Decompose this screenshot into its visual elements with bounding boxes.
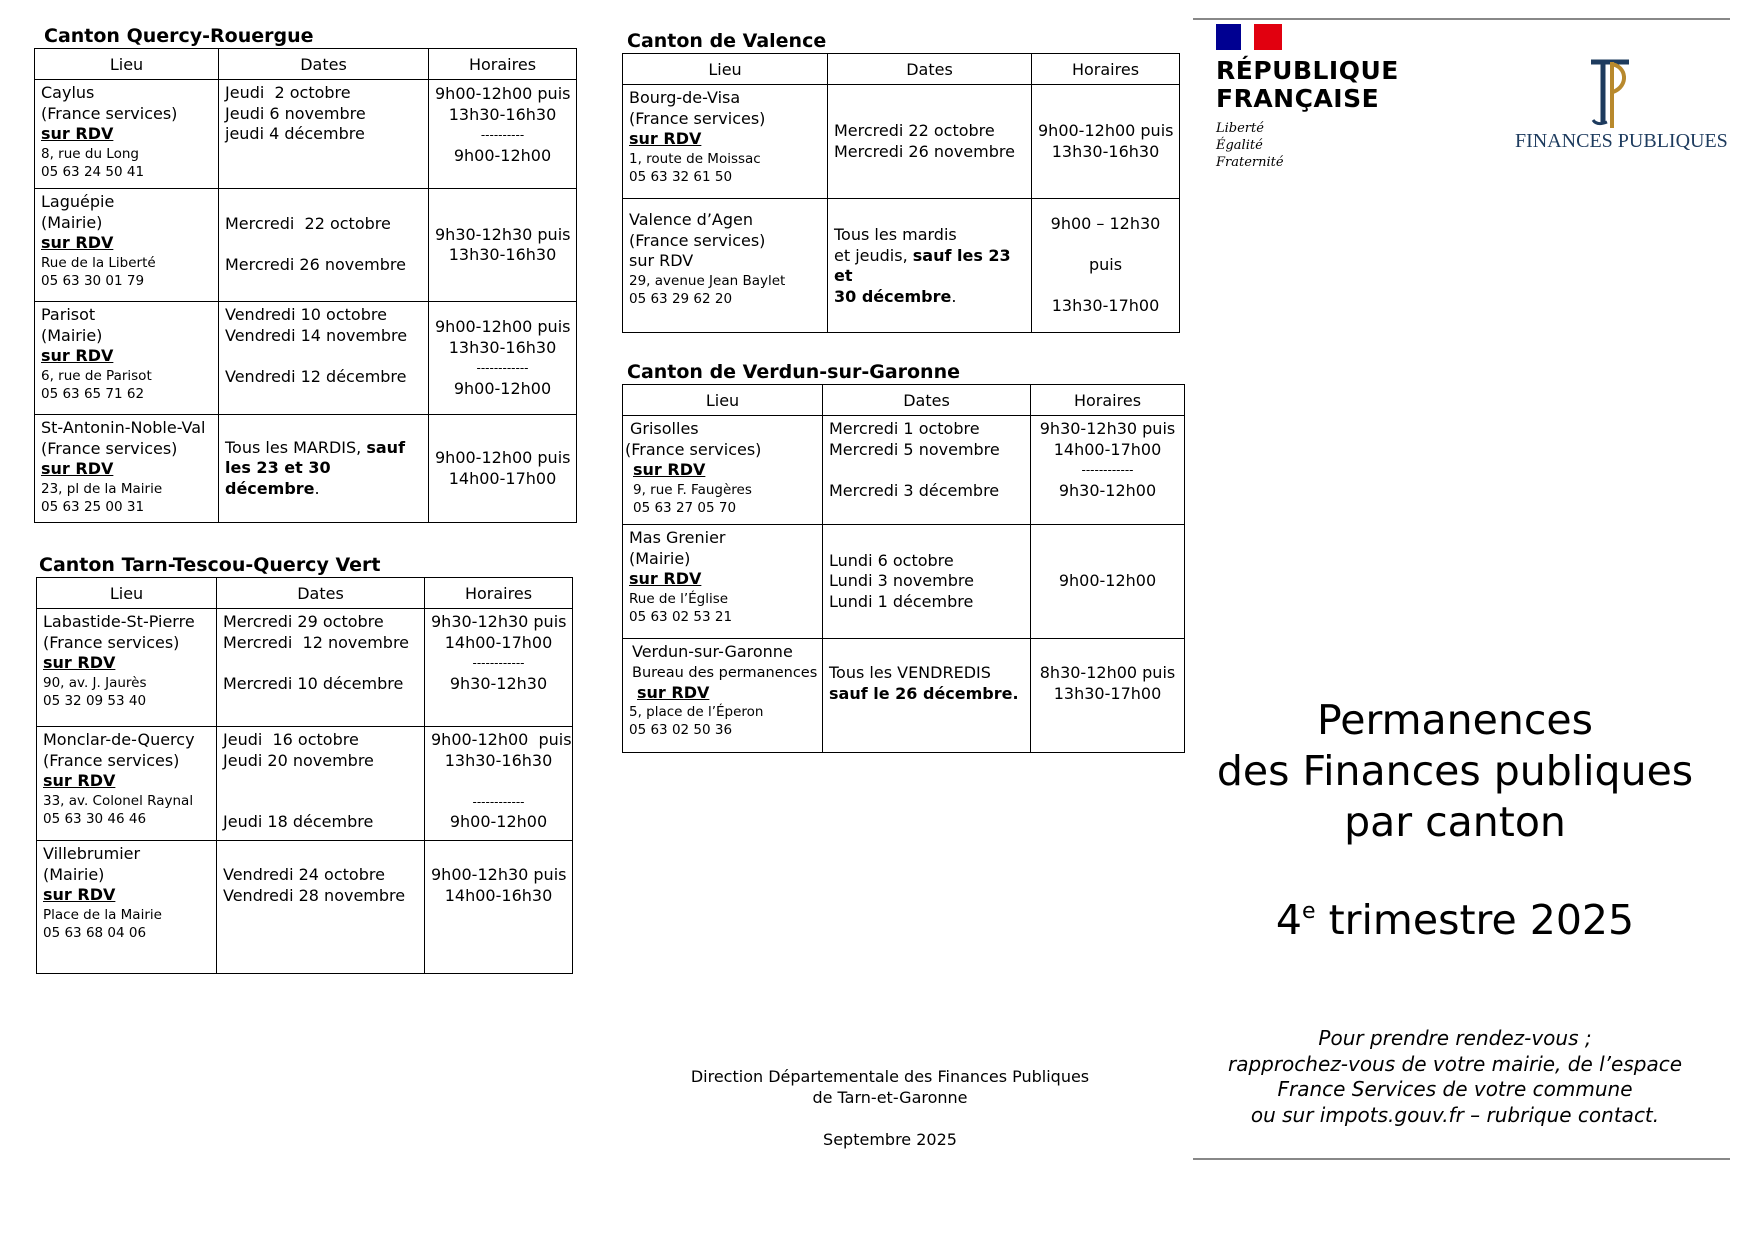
cover-trimester: 4e trimestre 2025: [1275, 896, 1635, 944]
hours-cell: [429, 415, 577, 523]
location-type: (Mairie): [41, 212, 103, 232]
footer: [690, 1066, 1090, 1150]
lieu-cell: [623, 416, 823, 525]
hours: 13h30-17h00: [1051, 296, 1160, 316]
canton-title: Canton de Verdun-sur-Garonne: [627, 361, 961, 383]
schedule-table: [36, 577, 573, 974]
phone: 05 63 30 01 79: [41, 272, 145, 289]
hours: 9h00-12h00 puis: [435, 448, 571, 467]
hours: 9h00-12h00 puis: [435, 84, 571, 103]
address: 33, av. Colonel Raynal: [43, 792, 194, 809]
address: Rue de la Liberté: [41, 254, 156, 271]
hours-cell: [429, 302, 577, 415]
hours: 9h00 – 12h30: [1050, 214, 1161, 234]
lieu-cell: [35, 415, 219, 523]
rdv-label: sur RDV: [629, 251, 694, 271]
rdv-label: sur RDV: [629, 129, 702, 148]
location-type: (France services): [629, 108, 766, 128]
date: Jeudi 20 novembre: [223, 750, 374, 770]
hours: 13h30-16h30: [448, 337, 557, 357]
date: Mercredi 10 décembre: [223, 673, 404, 693]
hours: 13h30-16h30: [448, 245, 557, 264]
rdv-label: sur RDV: [43, 653, 116, 672]
lieu-cell: [623, 199, 828, 333]
hours: 14h00-17h00: [448, 468, 557, 488]
date-text: Tous les mardis: [834, 225, 957, 244]
footer-date: Septembre 2025: [823, 1129, 957, 1149]
canton-quercy-rouergue: [34, 24, 577, 523]
hours-cell: [429, 80, 577, 189]
header-horaires: Horaires: [1032, 54, 1180, 85]
header-lieu: Lieu: [623, 385, 823, 416]
location-type: (France services): [41, 103, 178, 123]
dates-cell: [823, 639, 1031, 753]
hours: 13h30-16h30: [448, 104, 557, 124]
hours-cell: [1031, 639, 1185, 753]
location-name: Labastide-St-Pierre: [43, 612, 195, 631]
table-row: [35, 302, 577, 415]
date: Mercredi 26 novembre: [225, 255, 406, 275]
header-horaires: Horaires: [429, 49, 577, 80]
header-dates: Dates: [828, 54, 1032, 85]
bottom-rule: [1193, 1158, 1730, 1160]
hours: 9h00-12h00: [449, 812, 548, 831]
location-type: (France services): [43, 632, 180, 652]
date-text: Tous les VENDREDIS: [829, 663, 991, 682]
canton-verdun: [622, 360, 1185, 753]
date: Jeudi 18 décembre: [223, 812, 374, 831]
date-exception: sauf: [366, 437, 406, 457]
lieu-cell: [623, 525, 823, 639]
phone: 05 63 02 50 36: [629, 722, 733, 738]
location-name: Laguépie: [41, 192, 115, 211]
separator: ----------: [480, 128, 525, 142]
hours-cell: [429, 189, 577, 302]
location-name: Bourg-de-Visa: [629, 88, 741, 107]
rdv-label: sur RDV: [637, 682, 710, 702]
table-header: [35, 49, 577, 80]
schedule-table: [34, 48, 577, 523]
phone: 05 63 30 46 46: [43, 810, 147, 827]
location-name: Mas Grenier: [629, 528, 726, 547]
hours-cell: [425, 727, 573, 841]
date-text: Tous les MARDIS,: [225, 437, 367, 457]
location-name: Monclar-de-Quercy: [43, 730, 195, 749]
schedule-table: [622, 384, 1185, 753]
date: jeudi 4 décembre: [225, 124, 365, 143]
hours-cell: [1032, 85, 1180, 199]
location-type: (Mairie): [629, 548, 691, 568]
date-exception: les 23 et 30 décembre: [225, 458, 331, 498]
address: 6, rue de Parisot: [41, 367, 152, 384]
table-row: [37, 727, 573, 841]
hours: 14h00-17h00: [1053, 439, 1162, 459]
table-header: [37, 578, 573, 609]
header-lieu: Lieu: [35, 49, 219, 80]
date: Vendredi 28 novembre: [223, 885, 406, 905]
table-row: [623, 639, 1185, 753]
location-name: Valence d’Agen: [629, 210, 753, 230]
date-exception: 30 décembre: [834, 286, 952, 306]
date: Jeudi 16 octobre: [223, 730, 359, 749]
dates-cell: [219, 415, 429, 523]
phone: 05 32 09 53 40: [43, 692, 147, 709]
address: 9, rue F. Faugères: [633, 481, 752, 498]
location-type: (France services): [43, 750, 180, 770]
address: 29, avenue Jean Baylet: [629, 272, 786, 289]
hours-cell: [1031, 416, 1185, 525]
phone: 05 63 02 53 21: [629, 608, 733, 625]
location-name: Parisot: [41, 305, 96, 324]
schedule-table: [622, 53, 1180, 333]
hours: 13h30-16h30: [1051, 141, 1160, 161]
table-row: [37, 841, 573, 974]
rdv-label: sur RDV: [41, 124, 114, 143]
lieu-cell: [37, 727, 217, 841]
header-dates: Dates: [823, 385, 1031, 416]
table-row: [35, 415, 577, 523]
date: Mercredi 22 octobre: [225, 214, 391, 234]
dates-cell: [823, 416, 1031, 525]
canton-tarn-tescou: [36, 553, 573, 974]
hours-cell: [1032, 199, 1180, 333]
dates-cell: [823, 525, 1031, 639]
table-header: [623, 54, 1180, 85]
hours: 9h30-12h30 puis: [435, 224, 571, 244]
hours: 9h00-12h00 puis: [431, 730, 572, 749]
date: Lundi 1 décembre: [829, 591, 974, 611]
separator: ------------: [476, 361, 529, 375]
separator: ------------: [472, 794, 525, 809]
lieu-cell: [35, 80, 219, 189]
separator: ------------: [1081, 463, 1134, 477]
phone: 05 63 65 71 62: [41, 385, 145, 402]
location-sub: Bureau des permanences: [632, 664, 818, 681]
phone: 05 63 25 00 31: [41, 498, 145, 515]
finances-publiques-logo-icon: [1585, 56, 1635, 136]
location-type: (France services): [629, 230, 766, 250]
address: Rue de l’Église: [629, 590, 729, 607]
appointment-note: Pour prendre rendez-vous ; rapprochez-vous de votre mairie, de l’espace France Services de votre commune ou sur impots.gouv.fr – rubrique contact.: [1227, 1026, 1683, 1127]
table-row: [623, 525, 1185, 639]
table-row: [35, 80, 577, 189]
address: 1, route de Moissac: [629, 150, 761, 167]
table-row: [37, 609, 573, 727]
lieu-cell: [623, 85, 828, 199]
hours: 8h30-12h00 puis: [1039, 663, 1176, 682]
header-horaires: Horaires: [425, 578, 573, 609]
motto: Liberté Égalité Fraternité: [1216, 121, 1284, 170]
location-name: St-Antonin-Noble-Val: [41, 418, 206, 437]
rdv-label: sur RDV: [629, 569, 702, 588]
canton-title: Canton Tarn-Tescou-Quercy Vert: [39, 554, 381, 576]
dates-cell: [828, 199, 1032, 333]
rdv-label: sur RDV: [41, 346, 114, 365]
hours: 9h30-12h30 puis: [1039, 419, 1176, 438]
phone: 05 63 68 04 06: [43, 924, 147, 941]
table-row: [623, 416, 1185, 525]
lieu-cell: [37, 609, 217, 727]
dates-cell: [219, 302, 429, 415]
date: Mercredi 3 décembre: [829, 480, 1000, 500]
canton-title: Canton de Valence: [627, 30, 827, 52]
hours: 14h00-17h00: [444, 632, 553, 652]
date: Mercredi 26 novembre: [834, 141, 1015, 161]
lieu-cell: [37, 841, 217, 974]
lieu-cell: [623, 639, 823, 753]
dates-cell: [217, 841, 425, 974]
dates-cell: [217, 727, 425, 841]
dates-cell: [828, 85, 1032, 199]
rdv-label: sur RDV: [633, 460, 706, 479]
hours-cell: [425, 841, 573, 974]
cover-title: Permanences des Finances publiques par canton: [1216, 696, 1694, 846]
phone: 05 63 24 50 41: [41, 163, 145, 180]
top-rule: [1193, 18, 1730, 20]
address: 23, pl de la Mairie: [41, 480, 163, 497]
date-exception: sauf le 26 décembre.: [829, 683, 1019, 703]
republique-francaise-logo: RÉPUBLIQUE FRANÇAISE: [1216, 56, 1399, 113]
date: Jeudi 6 novembre: [225, 103, 366, 123]
date: Mercredi 22 octobre: [834, 121, 995, 140]
rdv-label: sur RDV: [43, 885, 116, 904]
date: Mercredi 29 octobre: [223, 612, 384, 631]
date-text: et jeudis,: [834, 245, 913, 265]
location-name: Grisolles: [630, 419, 699, 438]
location-type: (France services): [41, 438, 178, 458]
lieu-cell: [35, 189, 219, 302]
marianne-flag-icon: [1216, 24, 1282, 50]
footer-line1: Direction Départementale des Finances Publiques: [690, 1067, 1090, 1086]
date: Mercredi 12 novembre: [223, 632, 410, 652]
address: 90, av. J. Jaurès: [43, 674, 147, 691]
table-row: [35, 189, 577, 302]
hours: puis: [1088, 255, 1123, 275]
phone: 05 63 32 61 50: [629, 168, 733, 185]
hours: 9h00-12h00 puis: [1038, 121, 1174, 140]
table-row: [623, 85, 1180, 199]
rdv-label: sur RDV: [41, 459, 114, 478]
hours: 13h30-16h30: [444, 750, 553, 770]
date-exception: sauf les 23 et: [834, 245, 1011, 285]
header-dates: Dates: [219, 49, 429, 80]
rdv-label: sur RDV: [43, 771, 116, 790]
header-lieu: Lieu: [37, 578, 217, 609]
date: Lundi 6 octobre: [829, 550, 954, 570]
location-name: Villebrumier: [43, 844, 141, 863]
date: Jeudi 2 octobre: [225, 83, 351, 102]
location-type: (Mairie): [41, 325, 103, 345]
hours: 9h00-12h00: [453, 145, 552, 165]
hours: 9h30-12h30 puis: [431, 612, 567, 631]
address: 5, place de l’Éperon: [629, 704, 764, 720]
canton-valence: [622, 29, 1180, 333]
header-lieu: Lieu: [623, 54, 828, 85]
location-type: (Mairie): [43, 864, 105, 884]
hours-cell: [1031, 525, 1185, 639]
canton-title: Canton Quercy-Rouergue: [44, 25, 314, 47]
date-text: .: [314, 478, 320, 498]
hours: 9h30-12h00: [1058, 480, 1157, 500]
dates-cell: [217, 609, 425, 727]
hours: 9h30-12h30: [449, 673, 548, 693]
address: 8, rue du Long: [41, 145, 139, 162]
location-name: Verdun-sur-Garonne: [632, 642, 793, 661]
hours: 9h00-12h00: [453, 378, 552, 398]
hours: 14h00-16h30: [444, 885, 553, 905]
lieu-cell: [35, 302, 219, 415]
header-dates: Dates: [217, 578, 425, 609]
header-horaires: Horaires: [1031, 385, 1185, 416]
dates-cell: [219, 189, 429, 302]
hours: 13h30-17h00: [1053, 683, 1162, 703]
table-header: [623, 385, 1185, 416]
date: Vendredi 12 décembre: [225, 366, 407, 386]
footer-line2: de Tarn-et-Garonne: [812, 1088, 968, 1107]
date: Mercredi 1 octobre: [829, 419, 980, 438]
location-type: (France services): [625, 439, 762, 459]
date: Mercredi 5 novembre: [829, 439, 1000, 459]
date: Vendredi 10 octobre: [225, 305, 387, 324]
finances-publiques-wordmark: FINANCES PUBLIQUES: [1515, 130, 1728, 152]
hours-cell: [425, 609, 573, 727]
rdv-label: sur RDV: [41, 233, 114, 252]
separator: ------------: [472, 656, 525, 670]
dates-cell: [219, 80, 429, 189]
hours: 9h00-12h00: [1058, 571, 1157, 591]
hours: 9h00-12h30 puis: [431, 865, 567, 884]
date: Vendredi 24 octobre: [223, 865, 385, 884]
phone: 05 63 27 05 70: [633, 499, 737, 516]
location-name: Caylus: [41, 83, 95, 102]
date-text: .: [951, 286, 957, 306]
phone: 05 63 29 62 20: [629, 290, 733, 307]
address: Place de la Mairie: [43, 906, 162, 923]
date: Lundi 3 novembre: [829, 571, 974, 591]
table-row: [623, 199, 1180, 333]
hours: 9h00-12h00 puis: [435, 317, 571, 336]
date: Vendredi 14 novembre: [225, 325, 408, 345]
